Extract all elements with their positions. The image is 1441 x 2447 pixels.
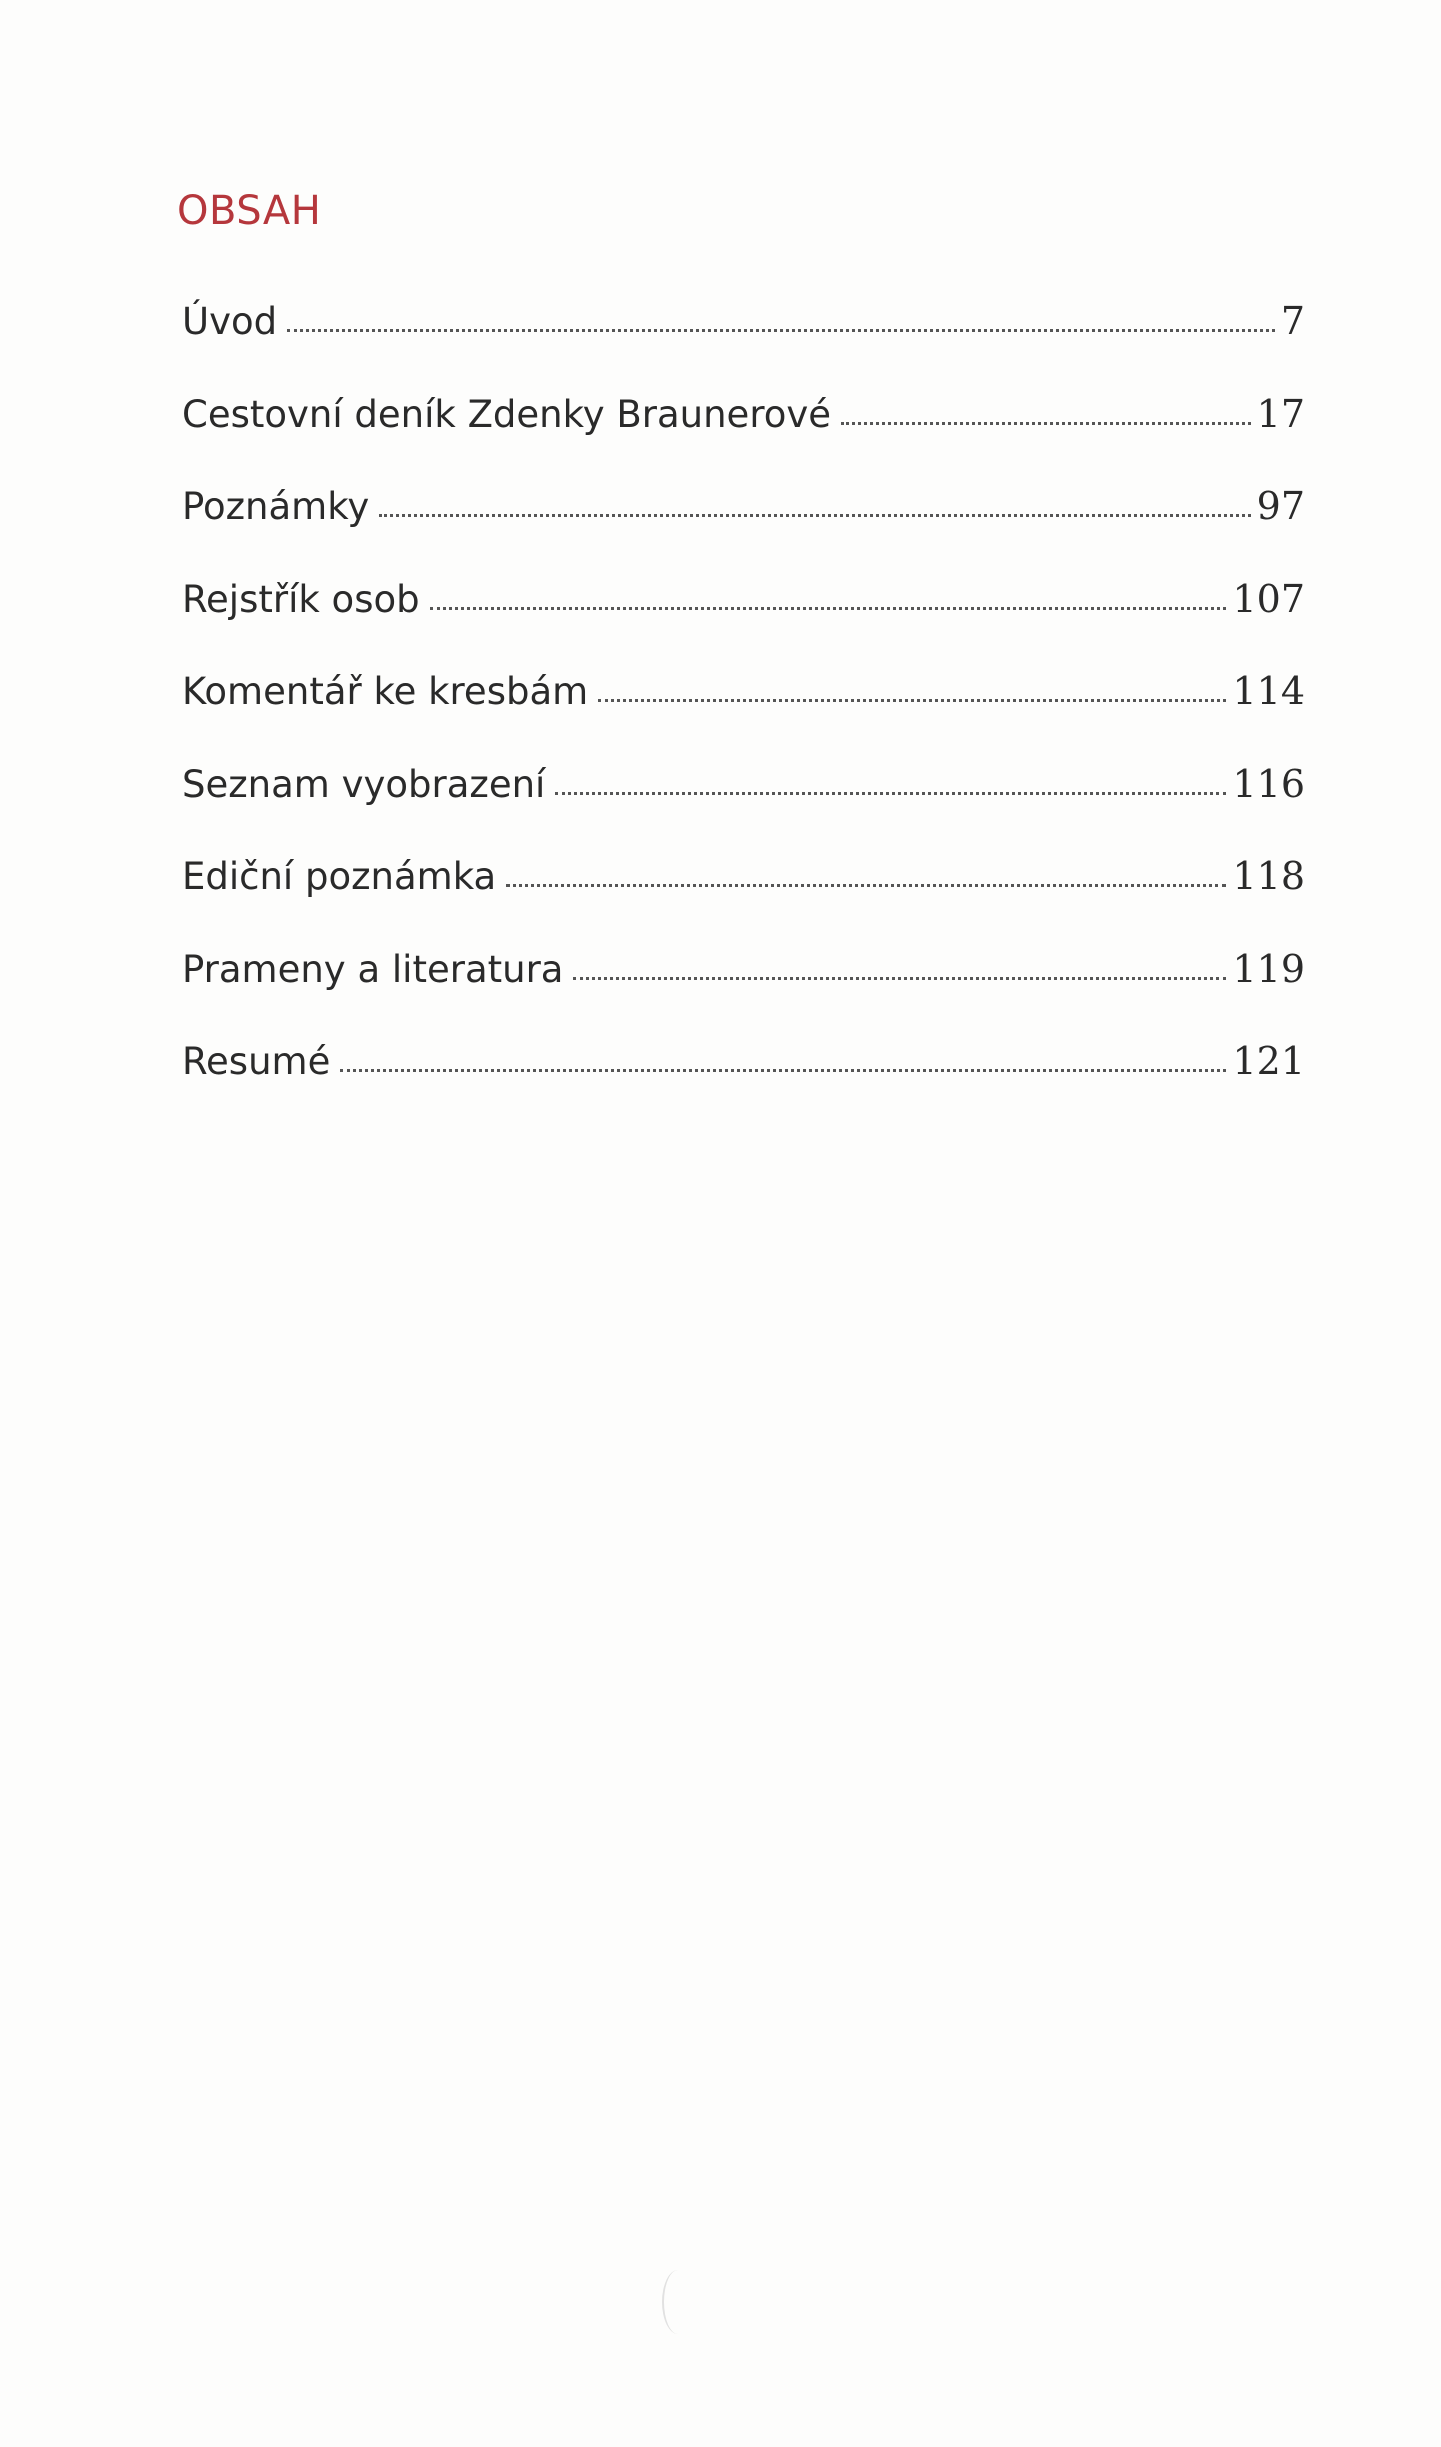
toc-entry-page: 121 xyxy=(1232,1039,1305,1083)
toc-entry-title: Resumé xyxy=(182,1040,331,1083)
toc-entry xyxy=(182,854,1305,950)
toc-entry xyxy=(182,669,1305,765)
dot-leader xyxy=(430,607,1227,610)
paper-smudge xyxy=(662,2270,694,2334)
dot-leader xyxy=(287,329,1275,332)
toc-entry-page: 116 xyxy=(1232,761,1305,806)
toc-entry-title: Úvod xyxy=(182,300,278,343)
toc-entry-title: Prameny a literatura xyxy=(182,947,564,991)
dot-leader xyxy=(506,884,1226,887)
toc-entry xyxy=(182,1039,1305,1135)
toc-entry-title: Rejstřík osob xyxy=(182,577,420,621)
toc-entry xyxy=(182,946,1305,1043)
toc-entry-page: 17 xyxy=(1256,391,1305,436)
toc-entry xyxy=(182,391,1305,488)
toc-entry-page: 97 xyxy=(1256,484,1305,528)
table-of-contents xyxy=(182,299,1305,1135)
toc-entry-title: Seznam vyobrazení xyxy=(182,762,546,806)
dot-leader xyxy=(841,422,1251,425)
dot-leader xyxy=(340,1069,1226,1072)
toc-entry-page: 119 xyxy=(1232,946,1305,991)
dot-leader xyxy=(598,699,1226,702)
toc-entry-title: Cestovní deník Zdenky Braunerové xyxy=(182,392,832,436)
toc-entry xyxy=(182,761,1305,858)
toc-entry xyxy=(182,484,1305,580)
toc-entry xyxy=(182,576,1305,673)
toc-entry-page: 7 xyxy=(1280,299,1305,343)
toc-entry-title: Komentář ke kresbám xyxy=(182,670,589,713)
toc-entry-page: 118 xyxy=(1232,854,1305,898)
dot-leader xyxy=(573,977,1226,980)
toc-entry-title: Ediční poznámka xyxy=(182,855,497,898)
toc-heading: OBSAH xyxy=(177,187,322,234)
dot-leader xyxy=(555,792,1226,795)
toc-entry xyxy=(182,299,1305,395)
toc-entry-title: Poznámky xyxy=(182,485,370,528)
toc-entry-page: 107 xyxy=(1232,576,1305,621)
dot-leader xyxy=(379,514,1250,517)
toc-entry-page: 114 xyxy=(1232,669,1305,713)
